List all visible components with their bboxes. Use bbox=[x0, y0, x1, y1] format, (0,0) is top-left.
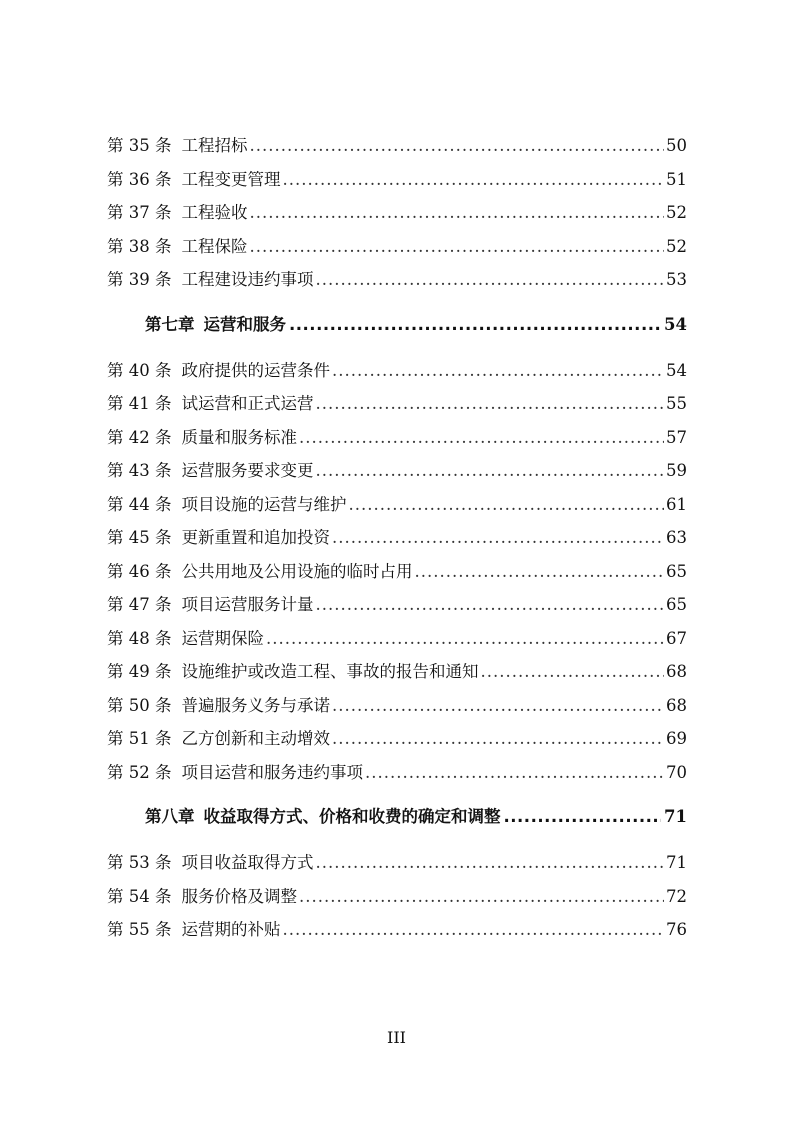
page-number: 68 bbox=[666, 662, 687, 681]
page-number: 59 bbox=[666, 461, 687, 480]
toc-entry[interactable] bbox=[107, 592, 687, 626]
article-title: 项目运营和服务违约事项 bbox=[181, 762, 363, 782]
dot-leader bbox=[250, 200, 665, 226]
article-number: 第 47 条 bbox=[107, 595, 172, 614]
page-number: 72 bbox=[666, 886, 687, 906]
chapter-title: 收益取得方式、价格和收费的确定和调整 bbox=[203, 807, 501, 826]
page-number: 52 bbox=[666, 236, 687, 256]
toc-entry[interactable] bbox=[107, 659, 687, 693]
dot-leader bbox=[316, 458, 665, 484]
article-number: 第 43 条 bbox=[107, 461, 172, 480]
chapter-number: 第七章 bbox=[145, 314, 195, 334]
article-number: 第 52 条 bbox=[107, 762, 172, 782]
page-number: 53 bbox=[666, 270, 687, 289]
article-title: 普遍服务义务与承诺 bbox=[181, 695, 330, 715]
page-number: 65 bbox=[666, 561, 687, 581]
article-title: 设施维护或改造工程、事故的报告和通知 bbox=[181, 662, 479, 681]
page-number: 67 bbox=[666, 628, 687, 648]
page-number: 50 bbox=[666, 136, 687, 155]
article-number: 第 42 条 bbox=[107, 427, 172, 447]
article-number: 第 50 条 bbox=[107, 695, 172, 715]
toc-entry[interactable] bbox=[107, 760, 687, 794]
dot-leader bbox=[332, 693, 664, 719]
article-title: 工程保险 bbox=[181, 236, 248, 256]
table-of-contents bbox=[107, 133, 687, 951]
article-title: 工程建设违约事项 bbox=[181, 270, 314, 289]
dot-leader bbox=[504, 804, 662, 830]
toc-entry[interactable] bbox=[107, 200, 687, 234]
toc-entry[interactable] bbox=[107, 425, 687, 459]
page-number: 54 bbox=[664, 314, 687, 334]
toc-entry[interactable] bbox=[107, 626, 687, 660]
article-title: 项目收益取得方式 bbox=[181, 853, 314, 872]
toc-entry[interactable] bbox=[107, 850, 687, 884]
chapter-number: 第八章 bbox=[145, 807, 195, 826]
toc-entry[interactable] bbox=[107, 267, 687, 301]
dot-leader bbox=[332, 525, 664, 551]
article-title: 运营期保险 bbox=[181, 628, 264, 648]
toc-entry[interactable] bbox=[107, 559, 687, 593]
dot-leader bbox=[250, 234, 665, 260]
toc-entry[interactable] bbox=[107, 693, 687, 727]
article-number: 第 39 条 bbox=[107, 270, 172, 289]
dot-leader bbox=[316, 267, 665, 293]
article-number: 第 41 条 bbox=[107, 394, 172, 413]
article-number: 第 37 条 bbox=[107, 203, 172, 222]
article-number: 第 46 条 bbox=[107, 561, 172, 581]
article-number: 第 55 条 bbox=[107, 920, 172, 939]
dot-leader bbox=[283, 917, 665, 943]
article-title: 政府提供的运营条件 bbox=[181, 360, 330, 380]
page-number: 71 bbox=[666, 853, 687, 872]
article-number: 第 44 条 bbox=[107, 494, 172, 514]
toc-entry[interactable] bbox=[107, 234, 687, 268]
toc-entry[interactable] bbox=[107, 391, 687, 425]
page-number: 61 bbox=[666, 494, 687, 514]
article-title: 试运营和正式运营 bbox=[181, 394, 314, 413]
toc-entry[interactable] bbox=[107, 167, 687, 201]
toc-entry[interactable] bbox=[107, 458, 687, 492]
article-title: 乙方创新和主动增效 bbox=[181, 729, 330, 748]
article-title: 工程变更管理 bbox=[181, 169, 281, 189]
page-number: 65 bbox=[666, 595, 687, 614]
article-number: 第 54 条 bbox=[107, 886, 172, 906]
article-title: 运营期的补贴 bbox=[181, 920, 281, 939]
dot-leader bbox=[415, 559, 665, 585]
toc-chapter-heading[interactable] bbox=[107, 312, 687, 345]
article-number: 第 51 条 bbox=[107, 729, 172, 748]
article-number: 第 38 条 bbox=[107, 236, 172, 256]
article-title: 质量和服务标准 bbox=[181, 427, 297, 447]
article-title: 服务价格及调整 bbox=[181, 886, 297, 906]
toc-entry[interactable] bbox=[107, 726, 687, 760]
toc-chapter-heading[interactable] bbox=[107, 804, 687, 837]
page-number: 71 bbox=[664, 807, 687, 826]
page-number: 54 bbox=[666, 360, 687, 380]
toc-entry[interactable] bbox=[107, 133, 687, 167]
article-title: 运营服务要求变更 bbox=[181, 461, 314, 480]
page-number: 76 bbox=[666, 920, 687, 939]
article-title: 项目运营服务计量 bbox=[181, 595, 314, 614]
page-number: 63 bbox=[666, 528, 687, 547]
toc-entry[interactable] bbox=[107, 884, 687, 918]
article-number: 第 48 条 bbox=[107, 628, 172, 648]
article-number: 第 49 条 bbox=[107, 662, 172, 681]
dot-leader bbox=[283, 167, 665, 193]
page-number: 52 bbox=[666, 203, 687, 222]
dot-leader bbox=[316, 391, 665, 417]
article-number: 第 45 条 bbox=[107, 528, 172, 547]
dot-leader bbox=[349, 492, 665, 518]
article-number: 第 36 条 bbox=[107, 169, 172, 189]
dot-leader bbox=[250, 133, 665, 159]
article-number: 第 53 条 bbox=[107, 853, 172, 872]
article-number: 第 35 条 bbox=[107, 136, 172, 155]
page-number: 51 bbox=[666, 169, 687, 189]
toc-entry[interactable] bbox=[107, 525, 687, 559]
dot-leader bbox=[299, 425, 664, 451]
dot-leader bbox=[332, 358, 664, 384]
page-number: 55 bbox=[666, 394, 687, 413]
dot-leader bbox=[289, 312, 661, 338]
article-title: 更新重置和追加投资 bbox=[181, 528, 330, 547]
article-title: 工程招标 bbox=[181, 136, 248, 155]
dot-leader bbox=[316, 850, 665, 876]
dot-leader bbox=[299, 884, 664, 910]
page-number: 68 bbox=[666, 695, 687, 715]
dot-leader bbox=[481, 659, 665, 685]
article-title: 项目设施的运营与维护 bbox=[181, 494, 347, 514]
folio-page-number: III bbox=[387, 1028, 406, 1047]
article-title: 工程验收 bbox=[181, 203, 248, 222]
toc-entry[interactable] bbox=[107, 917, 687, 951]
page-number: 57 bbox=[666, 427, 687, 447]
chapter-title: 运营和服务 bbox=[203, 314, 286, 334]
toc-entry[interactable] bbox=[107, 358, 687, 392]
dot-leader bbox=[365, 760, 664, 786]
dot-leader bbox=[316, 592, 665, 618]
article-title: 公共用地及公用设施的临时占用 bbox=[181, 561, 413, 581]
page-number: 69 bbox=[666, 729, 687, 748]
dot-leader bbox=[266, 626, 664, 652]
toc-entry[interactable] bbox=[107, 492, 687, 526]
dot-leader bbox=[332, 726, 664, 752]
article-number: 第 40 条 bbox=[107, 360, 172, 380]
page-number: 70 bbox=[666, 762, 687, 782]
